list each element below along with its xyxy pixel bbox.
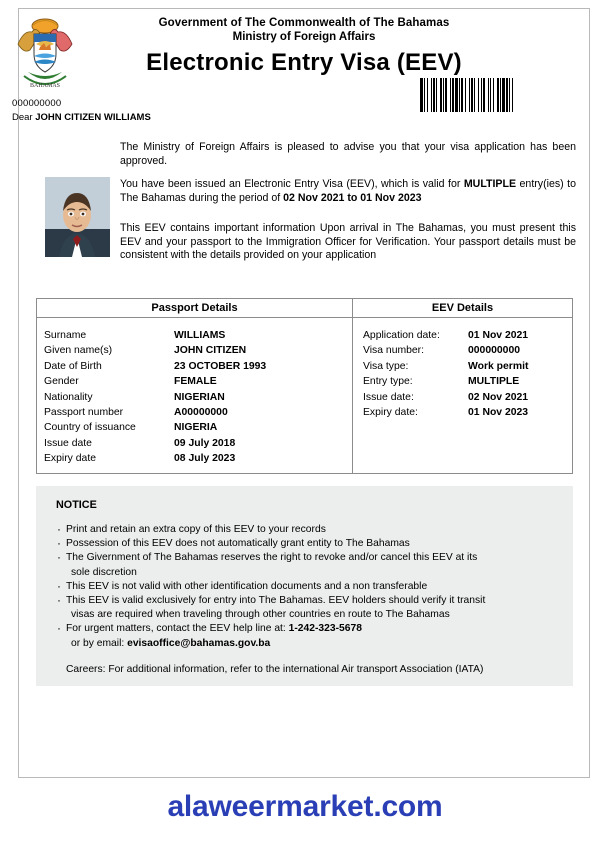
eev-details-rows (353, 318, 572, 420)
eev-detail-label: Expiry date: (363, 407, 418, 419)
notice-item (56, 523, 561, 537)
passport-detail-label: Issue date (44, 437, 92, 449)
barcode (420, 78, 560, 112)
passport-detail-row (37, 405, 352, 420)
eev-detail-value: 02 Nov 2021 (468, 391, 529, 403)
passport-detail-label: Passport number (44, 407, 124, 419)
document-number: 000000000 (12, 98, 62, 109)
eev-detail-label: Issue date: (363, 391, 414, 403)
paragraph-important-info: This EEV contains important information Upon arrival in The Bahamas, you must present this EEV and your passport to the Immigration Officer for Verification. Your passport details must be consistent with the details provided on your application (120, 222, 576, 261)
eev-detail-row (353, 359, 572, 374)
issued-text-c: entry(ies) to The Bahamas during the period of (120, 178, 576, 204)
notice-item (56, 537, 561, 551)
notice-item-text: This EEV is not valid with other identification documents and a non transferable (66, 580, 428, 592)
salutation-prefix: Dear (12, 112, 36, 123)
passport-detail-label: Expiry date (44, 453, 96, 465)
eev-detail-value: 000000000 (468, 345, 521, 357)
passport-detail-value: FEMALE (174, 376, 217, 388)
passport-details-rows (37, 318, 352, 467)
eev-detail-row (353, 374, 572, 389)
notice-item-text: Possession of this EEV does not automatically grant entity to The Bahamas (66, 538, 410, 550)
eev-detail-row (353, 328, 572, 343)
svg-text:BAHAMAS: BAHAMAS (29, 83, 61, 89)
passport-detail-value: NIGERIA (174, 422, 218, 434)
eev-detail-value: 01 Nov 2021 (468, 330, 529, 341)
notice-item-subtext: visas are required when traveling through other countries en route to The Bahamas (71, 609, 450, 621)
eev-detail-row (353, 405, 572, 420)
notice-item (56, 580, 561, 594)
passport-detail-row (37, 328, 352, 343)
passport-detail-row (37, 374, 352, 389)
notice-box (36, 486, 573, 686)
passport-detail-row (37, 420, 352, 435)
paragraph-issued (120, 178, 576, 205)
page-title: Electronic Entry Visa (EEV) (146, 49, 462, 76)
passport-detail-label: Surname (44, 330, 87, 341)
passport-details-table (37, 299, 353, 473)
eev-detail-row (353, 343, 572, 358)
barcode-bar (513, 78, 516, 112)
ministry-line: Ministry of Foreign Affairs (232, 31, 376, 43)
eev-detail-value: MULTIPLE (468, 376, 520, 388)
eev-detail-row (353, 390, 572, 405)
coat-of-arms-icon (14, 14, 76, 90)
eev-details-table (353, 299, 572, 473)
entry-type-inline: MULTIPLE (463, 178, 517, 190)
passport-detail-value: JOHN CITIZEN (174, 345, 247, 357)
notice-item-subtext (66, 637, 561, 651)
notice-item-text: Print and retain an extra copy of this EEV to your records (66, 524, 326, 535)
passport-detail-label: Gender (44, 376, 79, 388)
recipient-name: JOHN CITIZEN WILLIAMS (35, 112, 151, 123)
details-tables (36, 298, 573, 474)
notice-item-text: For urgent matters, contact the EEV help line at: (66, 623, 289, 635)
notice-email-prefix: or by email: (71, 637, 128, 649)
watermark-text: alaweermarket.com (167, 790, 443, 823)
eev-details-heading: EEV Details (353, 299, 572, 318)
notice-item (56, 551, 561, 579)
notice-item-text: The Givernment of The Bahamas reserves the right to revoke and/or cancel this EEV at its (66, 552, 478, 564)
notice-title: NOTICE (56, 499, 97, 511)
eev-detail-value: 01 Nov 2023 (468, 407, 529, 419)
passport-detail-value: A00000000 (174, 407, 228, 419)
passport-detail-value: 08 July 2023 (174, 453, 236, 465)
eev-detail-value: Work permit (468, 360, 529, 372)
passport-detail-value: 23 OCTOBER 1993 (174, 360, 267, 372)
passport-detail-value: NIGERIAN (174, 391, 225, 403)
notice-footer: Careers: For additional information, refer to the international Air transport Association (IATA) (66, 664, 484, 675)
passport-detail-row (37, 343, 352, 358)
notice-list (56, 523, 561, 651)
eev-detail-label: Visa number: (363, 345, 425, 357)
notice-item-subtext: sole discretion (71, 566, 137, 578)
passport-detail-value: 09 July 2018 (174, 437, 236, 449)
passport-details-heading: Passport Details (37, 299, 352, 318)
notice-item-phone: 1-242-323-5678 (288, 623, 362, 635)
passport-detail-row (37, 359, 352, 374)
applicant-photo (45, 177, 110, 257)
eev-detail-label: Visa type: (363, 360, 409, 372)
passport-detail-row (37, 390, 352, 405)
notice-item (56, 622, 561, 650)
paragraph-approval: The Ministry of Foreign Affairs is pleased to advise you that your visa application has been approved. (120, 141, 576, 167)
passport-detail-row (37, 436, 352, 451)
issued-text-a: You have been issued an Electronic Entry Visa (EEV), which is valid for (120, 178, 464, 190)
passport-detail-label: Given name(s) (44, 345, 113, 357)
passport-detail-label: Country of issuance (44, 422, 136, 434)
notice-email-address[interactable]: evisaoffice@bahamas.gov.ba (127, 637, 271, 649)
passport-detail-row (37, 451, 352, 466)
eev-detail-label: Entry type: (363, 376, 413, 388)
eev-detail-label: Application date: (363, 330, 440, 341)
validity-period-inline: 02 Nov 2021 to 01 Nov 2023 (283, 191, 422, 204)
notice-item (56, 594, 561, 622)
government-line: Government of The Commonwealth of The Bahamas (158, 17, 450, 29)
salutation (12, 112, 151, 123)
passport-detail-value: WILLIAMS (174, 330, 226, 341)
passport-detail-label: Date of Birth (44, 360, 102, 372)
notice-item-text: This EEV is valid exclusively for entry into The Bahamas. EEV holders should verify it transit (66, 595, 486, 607)
passport-detail-label: Nationality (44, 391, 93, 403)
